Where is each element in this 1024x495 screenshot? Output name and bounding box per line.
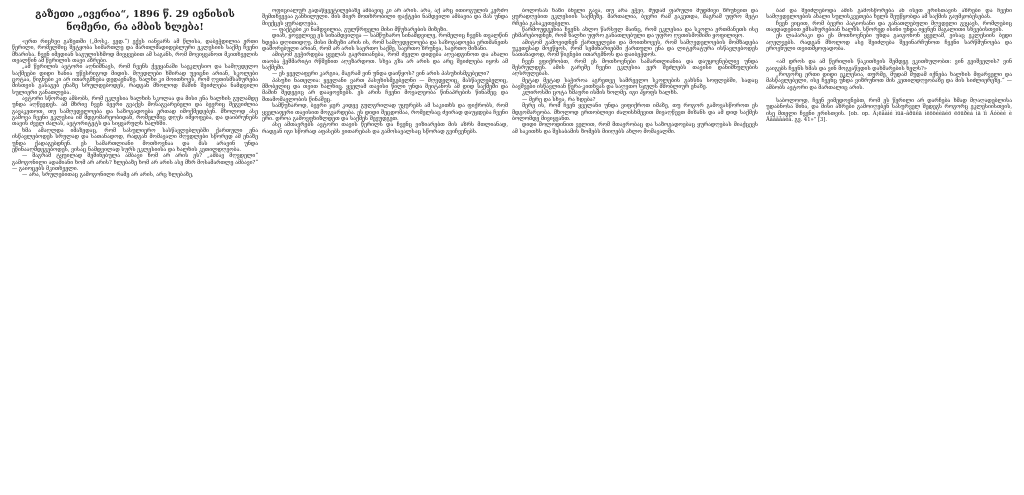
paragraph: მერე ის, რომ ჩვენ ყველანი უნდა ვიფიქროთ იმაზე, თუ როგორ გამოვასწოროთ ეს მდგომარეობა. მხოლოდ ერთობლივი ძალისხმევით მივაღწევთ მიზანს და ამ დიდ საქმეს ბოლომდე მივიყვანთ. xyxy=(512,103,758,122)
heading-line-2: ნომერი, რა ამბის ხლება! xyxy=(66,22,204,33)
paragraph: დიახ, ყოველივე ეს სინამდვილეა — სამწუხარო სინამდვილე, რომელიც ჩვენს თვალწინ ხდება დღითიდღე. მისი მიზეზი არის ის, რომ სამღვდელოება და საზოგადოება ერთმანეთს დაშორებული არიან, რომ არ არის საერთო საქმე, საერთო ზრუნვა, საერთო მიზანი. xyxy=(262,33,508,53)
paragraph: საბოლოოდ, ჩვენ ვიმედოვნებთ, რომ ეს წერილი არ დარჩება ხმად მღაღადებლისა უდაბნოსა შინა, და მისი აზრები გამოიღებენ სასურველ შედეგს როგორც ეკლესიისთვის, ისე მთელი ჩვენი ერისთვის. [ob. op. Ã¡ëåàìé ìüä–âðüêä ìëööéèäéö ëöüðèá ìä ïì Äóòèé è Äååãåáêå. გვ. 41»” [3]. xyxy=(766,98,1012,124)
paragraph: ამიტომ გვჭირდება ყველას გაერთიანება, რომ ძველი დიდება აღვადგინოთ და ახალი თაობა ჭეშმარიტი რწმენით აღვზარდოთ. სხვა გზა არ არის და არც შეიძლება იყოს ამ საქმეში. xyxy=(262,52,508,72)
heading-line-1: გაზეთი „ივერია“, 1896 წ. 29 ივნისის xyxy=(35,9,235,20)
paragraph: ასე ამთავრებს ავტორი თავის წერილს და ჩვენც ვიზიარებთ მის აზრს მთლიანად, რადგან იგი სწორად აფასებს ვითარებას და გამოსავალსაც სწორად გვიჩვენებს. xyxy=(262,122,508,135)
paragraph: ოფიციალურ გადაწყვეტილებაზე ამბავიც კი არ არის. არა, აქ არც ითიოგულის კერძო შემთხვევაა განხილული. მის მიერ მოთხრობილი ფაქტები ნამდვილი ამბავია და მას უნდა მიექცეს ყურადღება. xyxy=(262,8,508,27)
paragraph: სამწუხაროდ, ბევრი ჯერ კიდევ გულგრილად უყურებს ამ საკითხს და ფიქრობს, რომ ყველაფერი თავისით მოგვარდება. ეს დიდი შეცდომაა, რომელსაც ძვირად დაუჯდება ჩვენი ერი. დროა გამოვფხიზლდეთ და საქმეს შევუდგეთ. xyxy=(262,103,508,122)
paragraph: ამიტომ გამოვიდნენ ქართველები და მოითხოვეს, რომ სამღვდელოების მომზადება უკეთესად მოეწყოს, რომ სემინარიებში ქართული ენა და ლიტერატურა ისწავლებოდეს სათანადოდ, რომ წიგნები ითარგმნოს და დაიბეჭდოს. xyxy=(512,39,758,59)
paragraph: — მერე და სხვა, რა ხდება? xyxy=(522,96,596,103)
paragraph: წარმოუდგენია ჩვენს ახლო წარსულ მაინც, რომ ეკლესია და სკოლა ერთმანეთს ისე ეხმარებოდნენ, რომ ხალხი უფრო განათლებული და უფრო ღვთისმოშიში ყოფილიყო. xyxy=(512,27,758,40)
paragraph: „ამ წერილის ავტორი აღნიშნავს, რომ ჩვენს ქვეყანაში საეკლესიო და სამღვდელო საქმეები დიდი ხანია უწესრიგოდ მიდის. მღვდლები ხშირად უვიცნი არიან, სკოლები ცოტაა, წიგნები კი არ ითარგმნება დედაენაზე. ხალხი კი მოითხოვს, რომ ღვთისმსახურება მისთვის გასაგებ ენაზე სრულდებოდეს, რადგან მხოლოდ მაშინ შეიძლება ნამდვილი სულიერი განათლება. xyxy=(12,64,258,96)
paragraph: «ერთ რიცხვი გაზეთში („მოსკ. ვედ.“) ექვს იანვარს ამ წლისა, დაბეჭდილია ერთი წერილი, რომელშიც შეტყობა სიმართლე და მართლმადიდებლური ეკლესიის საქმე ჩვენი მხარისა. ჩვენ იმედიან საგულისხმოდ მივყვებით ამ საგანს, რომ მოვიყვანოთ მკითხველის თვალწინ ამ წერილის თავი აზრები. xyxy=(12,39,258,65)
column-1 xyxy=(12,8,258,490)
article-heading xyxy=(12,8,258,34)
column-4 xyxy=(766,8,1012,490)
paragraph: ბაძ და შეიძლებოდა ამის გამოსწორება ან ისეთ ერისთავის აზრები და ჩვენი სამღვდელოების ახალი სულისკვეთება ხელს შეუწყობდა ამ საქმის გაუმჯობესებას. xyxy=(766,8,1012,21)
column-3 xyxy=(512,8,758,490)
paragraph: — მაგრამ ტყუილად შეშინებულა ამბავი ხომ არ არის ეს? „ამბავ მღვდელი“ გამოგონილი ადამიანი ხომ არ არის? ხლებაზე ხომ არ არის ასე მხრ მოსამართლე ამბავი?“ — გაიოცებს მკითხველი. xyxy=(12,153,258,172)
paragraph: ჩვენ ვიცით, რომ ბევრი პატიოსანი და განათლებული მღვდელი გვყავს, რომლებიც თავდადებით ემსახურებიან ხალხს. სწორედ ისინი უნდა იყვნენ მაგალითი სხვებისთვის. xyxy=(766,20,1012,34)
paragraph: — ეს ყველაფერი კარგია, მაგრამ ვინ უნდა დაიწყოს? ვინ არის პასუხისმგებელი? xyxy=(272,71,490,78)
paragraph: დიდი მოლოდინით ველით, რომ მთავრობაც და საზოგადოებაც ყურადღებას მიაქცევს ამ საკითხს და შესაბამის ზომებს მიიღებს ახლო მომავალში. xyxy=(512,122,758,135)
paragraph: ეს ლაპარაკი და ეს მოთხოვნები უნდა გაიგონონ ყველამ, ვისაც ეკლესიის ბედი აღელვებს. რადგან მხოლოდ ასე შეიძლება შევინარჩუნოთ ჩვენი სარწმუნოება და ეროვნული თვითმყოფადობა. xyxy=(766,33,1012,53)
paragraph: მეტად მეტად საჭიროა აგრეთვე სამრევლო სკოლების გახსნა სოფლებში, სადაც ბავშვები ისწავლიან წერა-კითხვას და საღვთო სჯულს მშობლიურ ენაზე. xyxy=(512,77,758,91)
paragraph: «ამ დროს და ამ წერილის წაკითხვის შემდეგ ვკითხულობთ: ვინ გვიშველის? ვინ გაიგებს ჩვენს ხმას და ვინ მოგვაწვდის დახმარების ხელს?» xyxy=(766,59,1012,72)
paragraph: კლიროსში ცოტა ხმაური ისმის ხოლმე. იგი ჰყოფს ხალხს. xyxy=(522,90,679,97)
paragraph: — ფაქტები კი ნამდვილია, გულწრფელი მისი მწუხარების მიზეზი. xyxy=(272,27,448,34)
paragraph: ჩვენ ვფიქრობთ, რომ ეს მოთხოვნები სამართლიანია და დაუყოვნებლივ უნდა შესრულდეს. ამის გარეშე ჩვენი ეკლესია ვერ შეძლებს თავისი დანიშნულების აღსრულებას. xyxy=(512,58,758,78)
paragraph: პასუხი ნათელია: ყველანი ვართ პასუხისმგებელნი — მღვდელიც, მასწავლებელიც, მშობელიც და თვით ხალხიც. ყველამ თავისი წილი უნდა შეიტანოს ამ დიდ საქმეში და მაშინ შედეგიც არ დააყოვნებს. ეს არის ჩვენი მოვალეობა წინაპრების წინაშეც და შთამომავლობის წინაშეც. xyxy=(262,77,508,103)
column-2 xyxy=(262,8,508,490)
paragraph: ავტორი სწორად ამბობს, რომ ეკლესია ხალხის სკოლაა და მისი ენა ხალხის გულამდე უნდა აღწევდეს. ამ მხრივ ჩვენ ბევრი გვაქვს მოსაგვარებელი და ბევრიც შეგვიძლია გავაკეთოთ, თუ სამღვდელოება და საზოგადოება ერთად იმოქმედებენ. მხოლოდ ასე გამოვა ჩვენი ეკლესია იმ მდგომარეობიდან, რომელშიც დღეს იმყოფება, და დაიბრუნებს თავის ძველ ძალას, ავტორიტეტს და სიყვარულს ხალხში. xyxy=(12,96,258,128)
paragraph: ხმა ამაღლდა იმაზედაც, რომ სასულიერო სასწავლებლებში ქართული ენა ისწავლებოდეს სრულად და სათანადოდ, რადგან მომავალი მღვდლები სწორედ ამ ენაზე უნდა ქადაგებდნენ. ეს სამართლიანი მოთხოვნაა და მას არავინ უნდა ეწინააღმდეგებოდეს, ვისაც ნამდვილად სურს ეკლესიისა და ხალხის კეთილდღეობა. xyxy=(12,127,258,153)
paragraph: „როგორც ერთი დიდი ეკლესია, თურმე, მუდამ მუდამ იქნება ხალხის მფარველი და მასწავლებელი, ისე ჩვენც უნდა ვიზრუნოთ მის კეთილდღეობაზე და მის სიძლიერეზე.“ — ამბობს ავტორი და მართალიც არის. xyxy=(766,72,1012,91)
paragraph: — არა, სრულებითაც გამოგონილი რამე არ არის, არც ხლებაზე, xyxy=(22,172,194,179)
paragraph: ბოლოსას ხაზი ბნელი გავა, თუ არა ეჭვი, მუდამ ფარული მუდმივი ზრუნვით და ყურადღებით ეკლესიის საქმეზე. მართალია, ბევრი რამ გაკეთდა, მაგრამ უფრო მეტი რჩება გასაკეთებელი. xyxy=(512,8,758,27)
